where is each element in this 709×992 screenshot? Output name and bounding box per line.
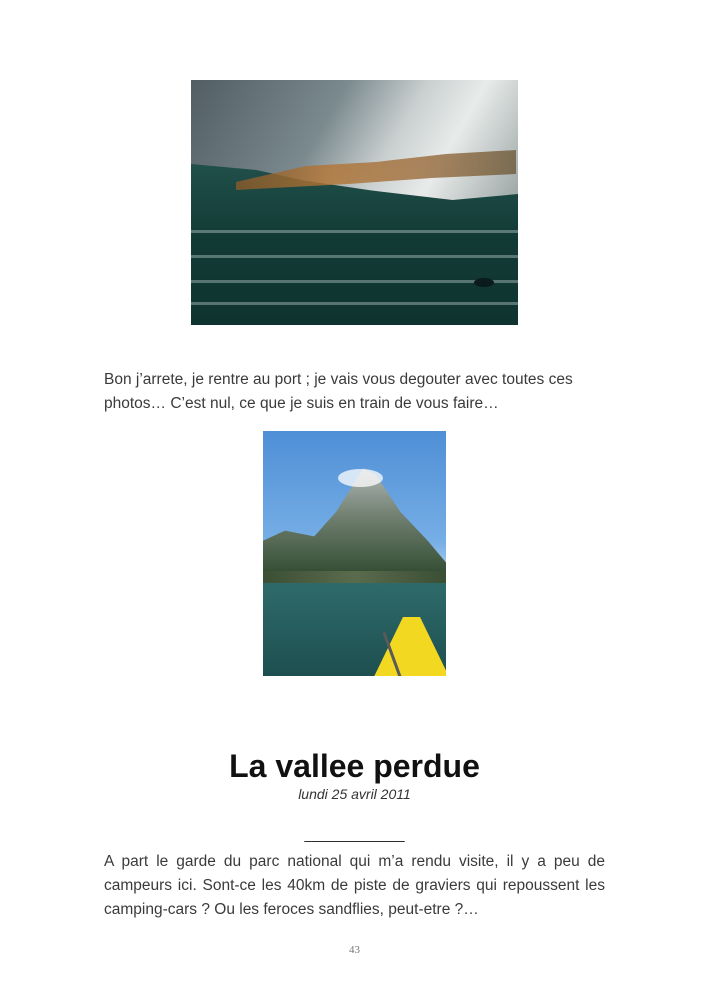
paragraph-campers: A part le garde du parc national qui m’a rendu visite, il y a peu de campeurs ici. Sont-ce les 40km de piste de graviers qui repoussent les camping-cars ? Ou les feroces sandflies, peut-etre ?… (104, 853, 605, 918)
cloud (338, 469, 383, 487)
paragraph-port: Bon j’arrete, je rentre au port ; je vais vous degouter avec toutes ces photos… C’est nul, ce que je suis en train de vous faire… (104, 371, 573, 412)
seal-photo (191, 80, 518, 325)
water-ripple (191, 255, 518, 258)
fiord-photo (263, 431, 446, 676)
shoreline (263, 571, 446, 583)
seal (474, 278, 494, 287)
section-divider: ____________ (304, 826, 405, 843)
section-date: lundi 25 avril 2011 (298, 786, 411, 802)
section-title: La vallee perdue (229, 748, 480, 784)
water-ripple (191, 280, 518, 283)
page-number: 43 (349, 944, 360, 956)
water-ripple (191, 230, 518, 233)
water-ripple (191, 302, 518, 305)
